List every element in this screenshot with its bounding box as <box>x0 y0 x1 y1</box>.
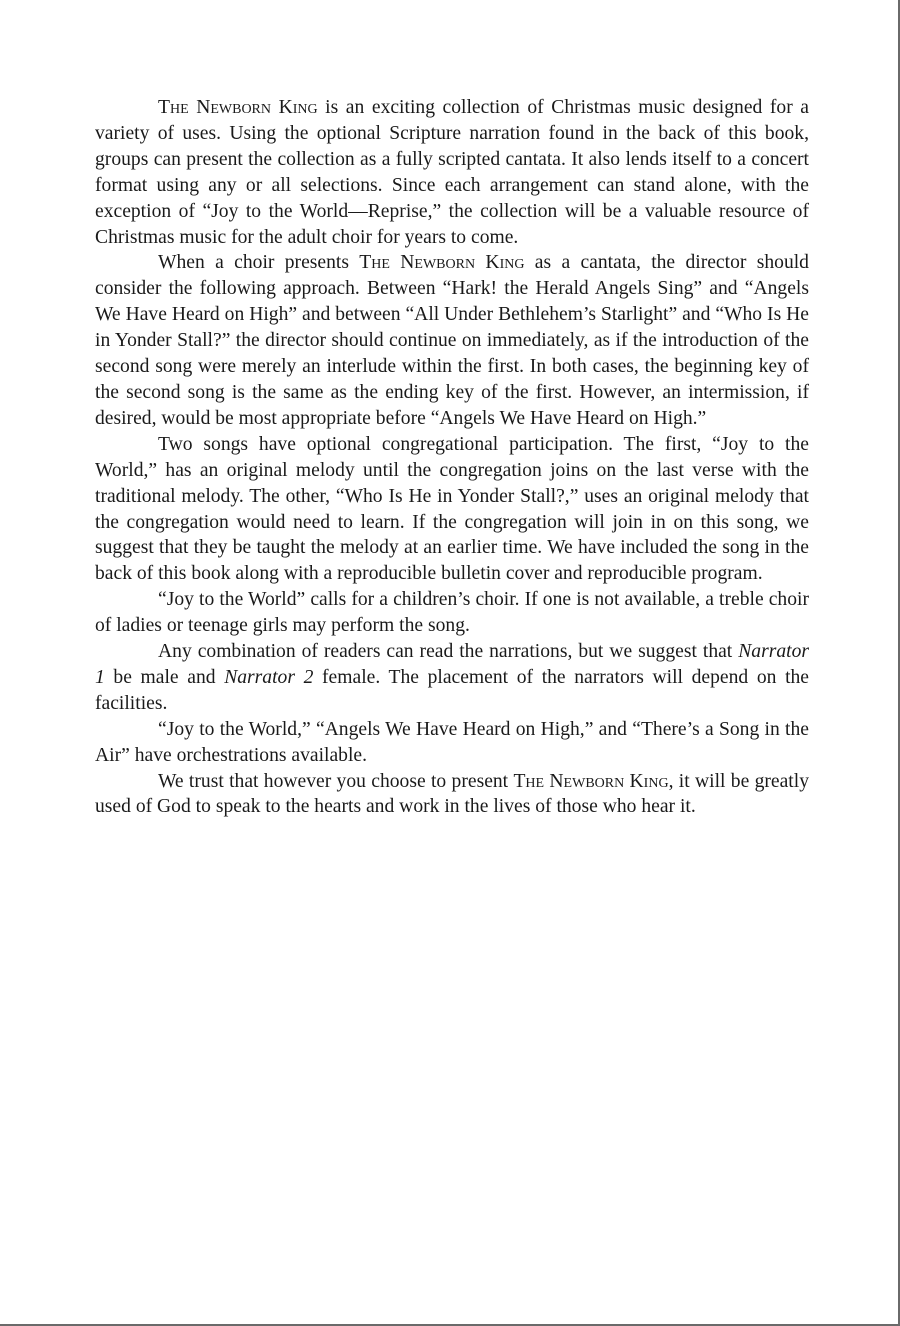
paragraph-congregation: Two songs have optional congregational participation. The first, “Joy to the World,” has an original melody until the congregation joins on the last verse with the traditional melody. The other, “Who Is He in Yonder Stall?,” uses an original melody that the congregation would need to learn. If the congregation will join in on this song, we suggest that they be taught the melody at an earlier time. We have included the song in the back of this book along with a reproducible bulletin cover and reproducible program. <box>95 433 809 585</box>
paragraph-text: , it will be greatly used of God to speak to the hearts and work in the lives of those who hear it. <box>95 770 809 818</box>
paragraph-cantata <box>95 250 809 431</box>
paragraph-text: Any combination of readers can read the narrations, but we suggest that <box>158 641 739 663</box>
paragraph-closing <box>95 769 809 821</box>
title-small-caps: The Newborn King <box>158 97 318 118</box>
narrator-2-label: Narrator 2 <box>224 666 314 688</box>
document-body <box>95 95 809 820</box>
paragraph-text: female. The placement of the narrators will depend on the facilities. <box>95 666 809 714</box>
paragraph-text: be male and <box>104 666 225 688</box>
paragraph-text: When a choir presents <box>158 252 360 274</box>
paragraph-orchestrations: “Joy to the World,” “Angels We Have Heard on High,” and “There’s a Song in the Air” have orchestrations available. <box>95 718 809 766</box>
paragraph-childrens-choir: “Joy to the World” calls for a children’s choir. If one is not available, a treble choir of ladies or teenage girls may perform the song. <box>95 589 809 637</box>
title-small-caps: The Newborn King <box>359 252 525 274</box>
narrator-1-label: Narrator 1 <box>95 641 809 688</box>
paragraph-text: as a cantata, the director should consider the following approach. Between “Hark! the Herald Angels Sing” and “Angels We Have Heard on High” and between “All Under Bethlehem’s Starlight” and “Who Is He in Yonder Stall?” the director should continue on immediately, as if the introduction of the second song were merely an interlude within the first. In both cases, the beginning key of the second song is the same as the ending key of the first. However, an intermission, if desired, would be most appropriate before “Angels We Have Heard on High.” <box>95 252 809 429</box>
paragraph-text: We trust that however you choose to present <box>158 770 514 792</box>
paragraph-intro <box>95 95 809 250</box>
paragraph-narrators <box>95 639 809 717</box>
title-small-caps: The Newborn King <box>513 770 669 792</box>
paragraph-text: is an exciting collection of Christmas music designed for a variety of uses. Using the optional Scripture narration found in the back of this book, groups can present the collection as a fully scripted cantata. It also lends itself to a concert format using any or all selections. Since each arrangement can stand alone, with the exception of “Joy to the World—Reprise,” the collection will be a valuable resource of Christmas music for the adult choir for years to come. <box>95 97 809 248</box>
